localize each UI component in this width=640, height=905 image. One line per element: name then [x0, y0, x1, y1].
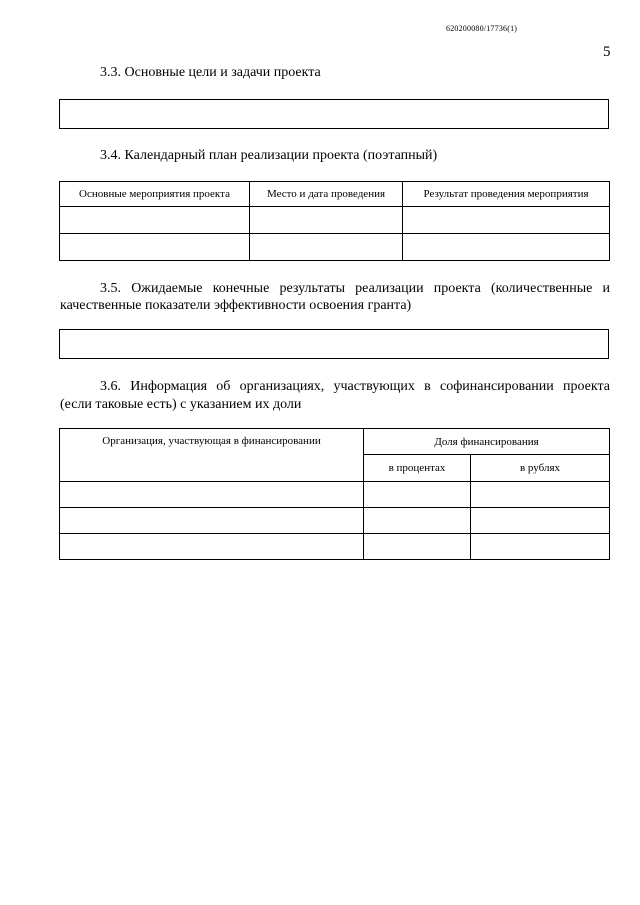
table-cell[interactable]: [60, 482, 364, 508]
table-cell[interactable]: [471, 534, 610, 560]
column-header: Результат проведения мероприятия: [403, 182, 610, 207]
table-cell[interactable]: [403, 207, 610, 234]
cofinancing-table: [59, 428, 610, 560]
document-id: 620200080/17736(1): [446, 24, 518, 33]
section-3-3-title: 3.3. Основные цели и задачи проекта: [100, 65, 321, 80]
table-cell[interactable]: [403, 234, 610, 261]
table-cell[interactable]: [60, 534, 364, 560]
table-row: [60, 207, 610, 234]
column-header-share: Доля финансирования: [364, 429, 610, 455]
table-row: [60, 534, 610, 560]
calendar-plan-table: [59, 181, 610, 261]
column-header: Место и дата проведения: [250, 182, 403, 207]
column-header-organization: Организация, участвующая в финансировании: [60, 429, 364, 482]
section-3-5-title-line1: 3.5. Ожидаемые конечные результаты реализации проекта (количественные и: [100, 281, 610, 296]
goals-input-box[interactable]: [59, 99, 609, 129]
table-header-row: [60, 182, 610, 207]
section-3-4-title: 3.4. Календарный план реализации проекта (поэтапный): [100, 148, 438, 163]
table-row: [60, 234, 610, 261]
table-cell[interactable]: [364, 508, 471, 534]
section-3-5-title-line2: качественные показатели эффективности освоения гранта): [60, 298, 412, 313]
page-number: 5: [603, 44, 611, 60]
table-cell[interactable]: [364, 482, 471, 508]
column-header-rubles: в рублях: [471, 455, 610, 482]
column-header-percent: в процентах: [364, 455, 471, 482]
table-row: [60, 508, 610, 534]
table-cell[interactable]: [471, 482, 610, 508]
table-cell[interactable]: [250, 234, 403, 261]
section-3-6-title-line2: (если таковые есть) с указанием их доли: [60, 397, 302, 412]
column-header: Основные мероприятия проекта: [60, 182, 250, 207]
table-cell[interactable]: [471, 508, 610, 534]
results-input-box[interactable]: [59, 329, 609, 359]
section-3-6-title-line1: 3.6. Информация об организациях, участвующих в софинансировании проекта: [100, 379, 610, 394]
table-cell[interactable]: [364, 534, 471, 560]
table-cell[interactable]: [60, 234, 250, 261]
table-header-row: [60, 429, 610, 455]
table-row: [60, 482, 610, 508]
table-cell[interactable]: [60, 207, 250, 234]
table-cell[interactable]: [60, 508, 364, 534]
table-cell[interactable]: [250, 207, 403, 234]
